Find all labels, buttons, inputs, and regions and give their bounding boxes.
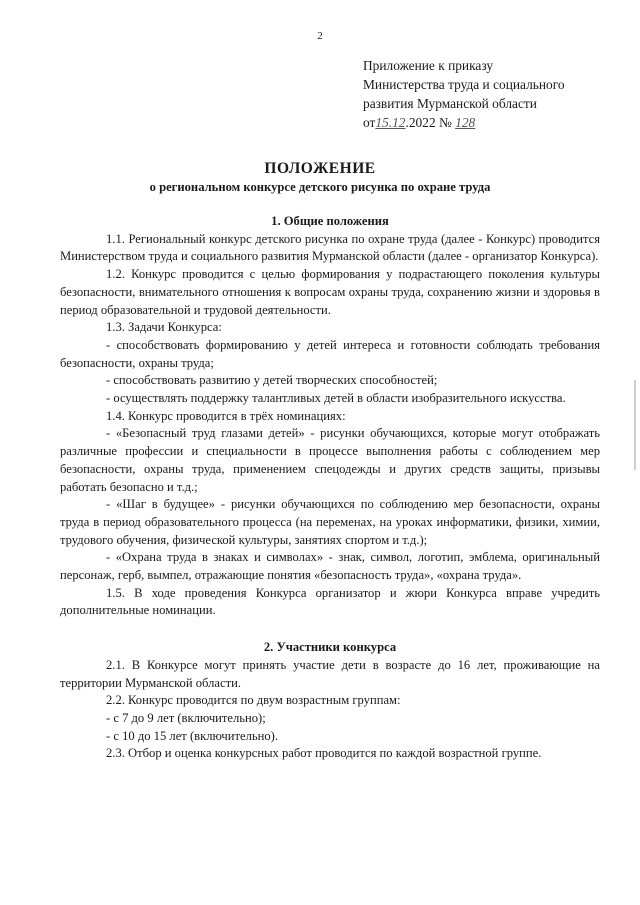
paragraph-1-3: 1.3. Задачи Конкурса: <box>106 320 222 335</box>
handwritten-date: 15.12 <box>375 115 406 130</box>
section-1-heading: 1. Общие положения <box>271 214 389 228</box>
page-number: 2 <box>317 30 323 42</box>
appendix-date-line <box>363 113 565 132</box>
date-prefix: от <box>363 115 376 130</box>
handwritten-number: 128 <box>455 115 476 130</box>
task-item-3: - осуществлять поддержку талантливых детей в области изобразительного искусства. <box>106 391 566 406</box>
task-item-1: - способствовать формированию у детей интереса и готовности соблюдать требования безопасности, охраны труда; <box>60 337 600 370</box>
document-subtitle: о региональном конкурсе детского рисунка по охране труда <box>149 180 491 194</box>
age-group-1: - с 7 до 9 лет (включительно); <box>106 710 266 725</box>
nomination-3: - «Охрана труда в знаках и символах» - знак, символ, логотип, эмблема, оригинальный персонаж, герб, вымпел, отражающие понятия «безопасность труда», «охрана труда». <box>60 550 600 583</box>
nomination-1: - «Безопасный труд глазами детей» - рисунки обучающихся, которые могут отображать различные профессии и специальности в процессе выполнения работы с соблюдением мер безопасности, охраны труда, применением спецодежды и других средств защиты, призывы работать безопасно и т.д.; <box>60 426 600 494</box>
section-2-heading: 2. Участники конкурса <box>263 640 397 655</box>
nomination-2: - «Шаг в будущее» - рисунки обучающихся по соблюдению мер безопасности, охраны труда в период образовательного процесса (на переменах, на уроках информатики, физики, химии, трудового обучения, физической культуры, занятиях спортом и т.д.); <box>60 497 600 547</box>
appendix-line-2: Министерства труда и социального <box>363 77 565 92</box>
paragraph-2-1: 2.1. В Конкурсе могут принять участие дети в возрасте до 16 лет, проживающие на территории Мурманской области. <box>60 657 600 690</box>
document-title: ПОЛОЖЕНИЕ <box>264 160 376 177</box>
paragraph-1-1: 1.1. Региональный конкурс детского рисунка по охране труда (далее - Конкурс) проводится Министерством труда и социального развития Мурманской области (далее - организатор Конкурса). <box>60 231 600 264</box>
document-body <box>60 213 600 763</box>
appendix-line-3: развития Мурманской области <box>363 96 537 111</box>
paragraph-1-2: 1.2. Конкурс проводится с целью формирования у подрастающего поколения культуры безопасности, внимательного отношения к вопросам охраны труда, сохранению жизни и здоровья в период образовательной и трудовой деятельности. <box>60 267 600 317</box>
appendix-block <box>363 56 565 132</box>
scan-edge-mark <box>634 380 636 470</box>
appendix-line-1: Приложение к приказу <box>363 58 494 73</box>
task-item-2: - способствовать развитию у детей творческих способностей; <box>106 373 438 388</box>
paragraph-1-5: 1.5. В ходе проведения Конкурса организатор и жюри Конкурса вправе учредить дополнительные номинации. <box>60 585 600 618</box>
date-year: .2022 <box>405 115 436 130</box>
paragraph-2-3: 2.3. Отбор и оценка конкурсных работ проводится по каждой возрастной группе. <box>106 746 542 761</box>
age-group-2: - с 10 до 15 лет (включительно). <box>106 728 278 743</box>
paragraph-1-4: 1.4. Конкурс проводится в трёх номинациях: <box>106 408 346 423</box>
number-prefix: № <box>439 115 452 130</box>
paragraph-2-2: 2.2. Конкурс проводится по двум возрастным группам: <box>106 693 401 708</box>
